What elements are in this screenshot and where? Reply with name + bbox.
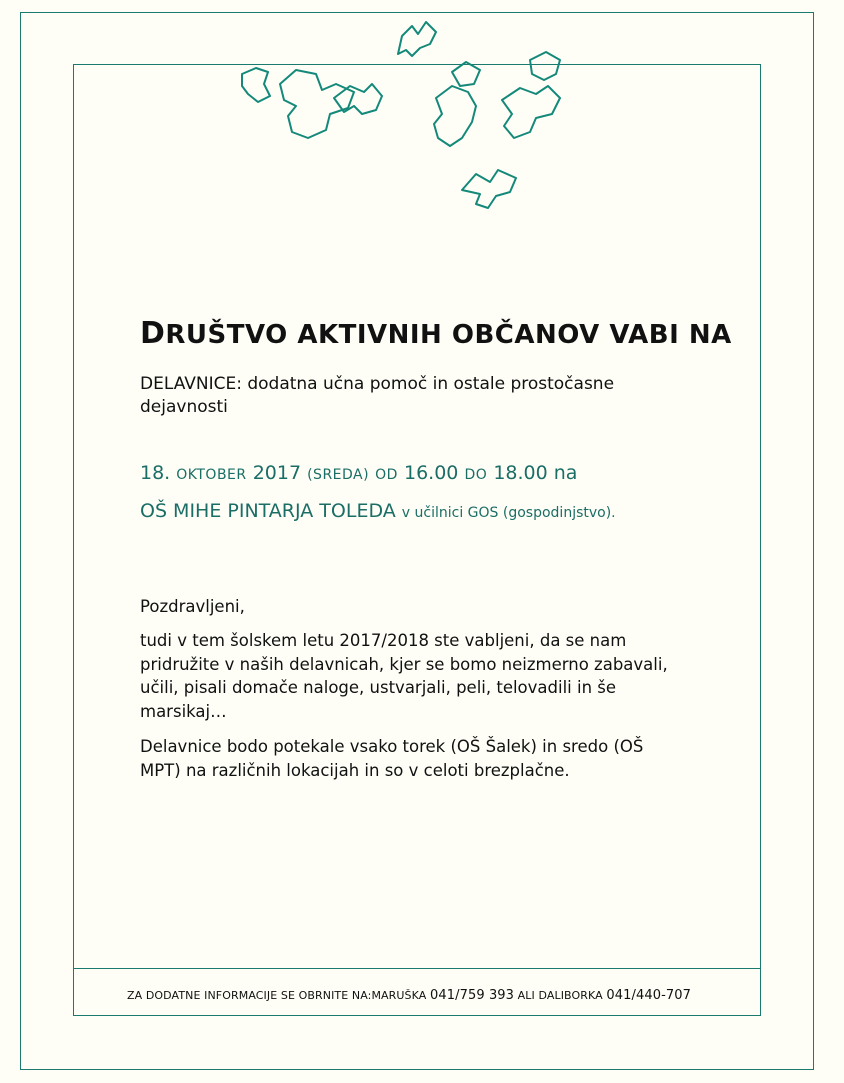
page-title xyxy=(140,316,732,351)
event-room: v učilnici GOS (gospodinjstvo). xyxy=(401,505,616,521)
event-month: OKTOBER xyxy=(176,467,247,483)
body-paragraph-2: Delavnice bodo potekale vsako torek (OŠ Šalek) in sredo (OŠ MPT) na različnih lokacijah in so v celoti brezplačne. xyxy=(140,737,644,780)
doves-icon xyxy=(230,14,590,214)
event-weekday: (SREDA) xyxy=(307,467,370,483)
event-to-word: DO xyxy=(464,467,488,483)
event-year: 2017 xyxy=(252,462,302,484)
event-date-line xyxy=(140,462,577,484)
event-venue-line xyxy=(140,500,616,522)
title-initial: D xyxy=(140,316,166,351)
greeting: Pozdravljeni, xyxy=(140,597,245,616)
subtitle: DELAVNICE: dodatna učna pomoč in ostale prostočasne dejavnosti xyxy=(140,374,615,417)
body-paragraph-1: tudi v tem šolskem letu 2017/2018 ste vabljeni, da se nam pridružite v naših delavnicah, kjer se bomo neizmerno zabavali, učili, pisali domače naloge, ustvarjali, peli, telovadili in še marsikaj… xyxy=(140,631,668,721)
event-from-word: OD xyxy=(375,467,398,483)
event-on-word: na xyxy=(553,462,578,484)
footer-divider xyxy=(73,968,761,969)
event-venue: OŠ MIHE PINTARJA TOLEDA xyxy=(140,500,396,522)
footer-middle: ALI DALIBORKA xyxy=(517,989,603,1002)
event-day: 18. xyxy=(140,462,171,484)
event-time-to: 18.00 xyxy=(493,462,548,484)
event-time-from: 16.00 xyxy=(404,462,459,484)
footer-phone-1: 041/759 393 xyxy=(430,988,515,1003)
title-rest: RUŠTVO AKTIVNIH OBČANOV VABI NA xyxy=(165,320,732,350)
footer-contact xyxy=(127,988,691,1003)
footer-phone-2: 041/440-707 xyxy=(606,988,691,1003)
footer-prefix: ZA DODATNE INFORMACIJE SE OBRNITE NA:MARUŠKA xyxy=(127,989,427,1002)
